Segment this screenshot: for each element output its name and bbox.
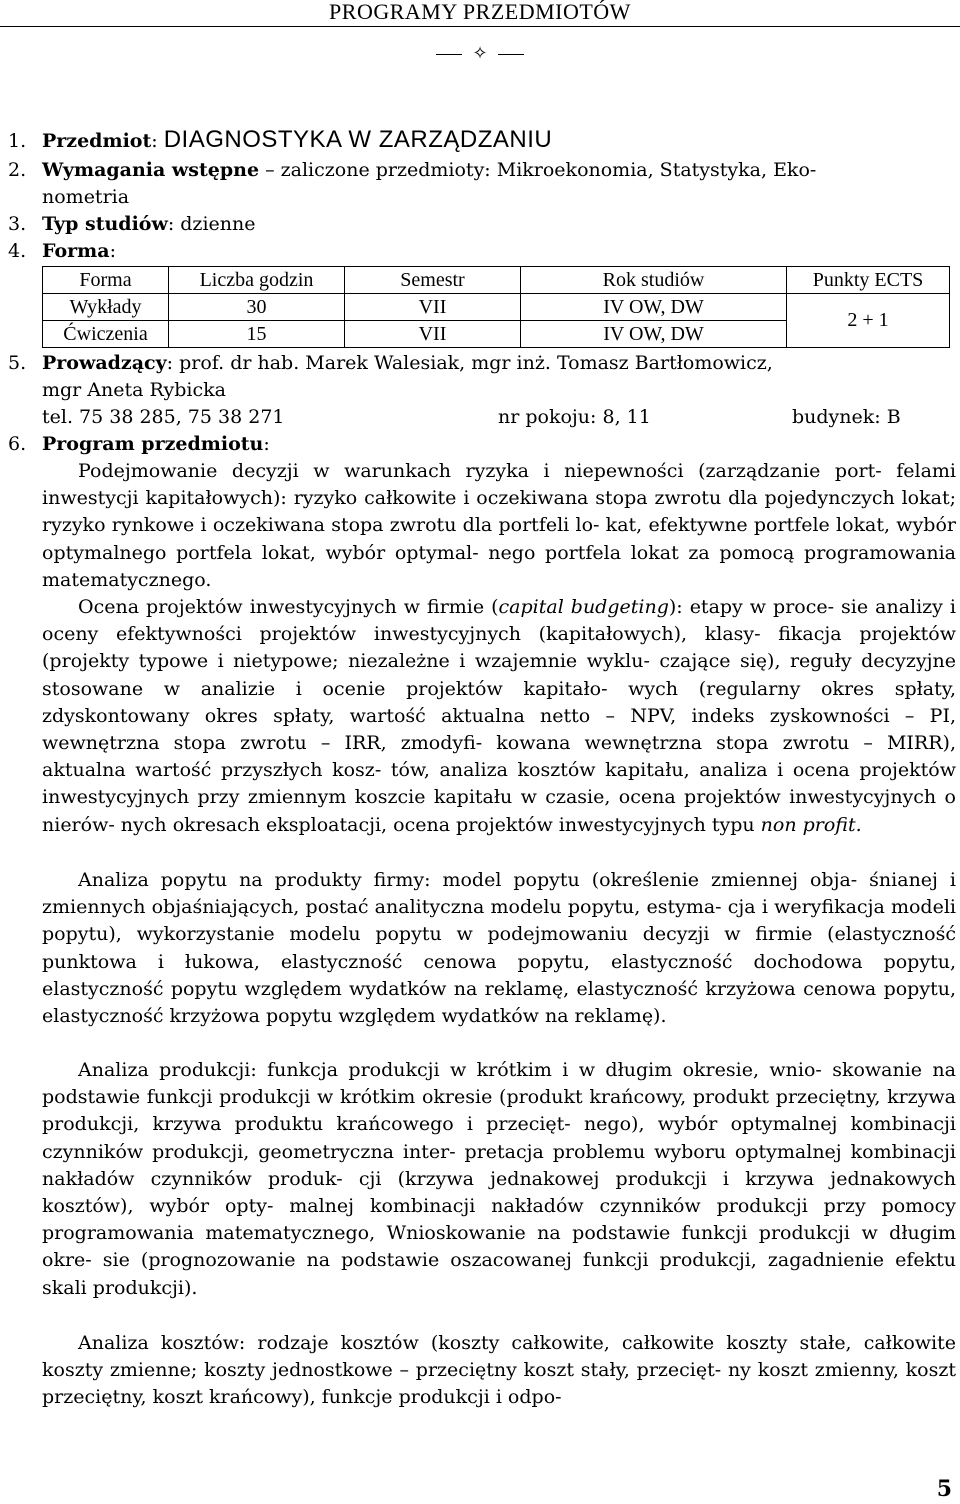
contact-phone: tel. 75 38 285, 75 38 271: [42, 406, 285, 428]
subject-title: DIAGNOSTYKA W ZARZĄDZANIU: [163, 126, 553, 153]
program-paragraph-costs: Analiza kosztów: rodzaje kosztów (koszty całkowite, całkowite koszty stałe, całkowite koszty zmienne; koszty jednostkowe – przeciętny koszt stały, przecięt- ny koszt zmienny, koszt przeciętny, koszt krańcowy), funkcje produkcji i odpo-: [42, 1332, 956, 1409]
program-paragraph-demand: Analiza popytu na produkty firmy: model popytu (określenie zmiennej obja- śnianej i zmiennych objaśniających, postać analityczna modelu popytu, estyma- cja i weryfikacja modeli popytu), wykorzystanie modelu popytu w podejmowaniu decyzji w firmie (elastyczność punktowa i łukowa, elastyczność cenowa popytu, elastyczność dochodowa popytu, elastyczność popytu względem wydatków na reklamę, elastyczność krzyżowa cenowa popytu, elastyczność krzyżowa popytu względem wydatków na reklamę).: [42, 869, 956, 1028]
item-forma: 4. Forma:: [8, 238, 116, 265]
item-typ-studiow: 3. Typ studiów: dzienne: [8, 211, 255, 238]
paragraph-italic-term: capital budgeting: [498, 596, 669, 618]
item-value: – zaliczone przedmioty: Mikroekonomia, Statystyka, Eko-: [265, 159, 817, 181]
item-label: Forma: [42, 240, 110, 262]
table-header-row: [43, 267, 950, 294]
item-label: Wymagania wstępne: [42, 159, 260, 181]
table-cell: Wykłady: [43, 294, 169, 321]
table-cell: VII: [345, 321, 521, 348]
item-przedmiot: 1. Przedmiot: DIAGNOSTYKA W ZARZĄDZANIU: [8, 126, 553, 153]
item-label: Program przedmiotu: [42, 433, 264, 455]
table-cell: 15: [169, 321, 345, 348]
item-prowadzacy-continued: mgr Aneta Rybicka: [42, 379, 226, 401]
table-cell: IV OW, DW: [521, 321, 787, 348]
item-number: 3.: [8, 213, 27, 235]
item-label: Przedmiot: [42, 130, 152, 152]
item-number: 1.: [8, 130, 27, 152]
table-row: [43, 294, 950, 321]
item-program: 6. Program przedmiotu:: [8, 431, 270, 458]
ornament-star-icon: ✧: [472, 43, 488, 64]
table-header-cell: Punkty ECTS: [787, 267, 950, 294]
program-paragraph-capital-budgeting: [42, 594, 956, 839]
page-number: 5: [936, 1476, 952, 1502]
ornament-left-line: [436, 54, 462, 55]
contact-room: nr pokoju: 8, 11: [498, 406, 651, 428]
program-paragraph-portfolio: Podejmowanie decyzji w warunkach ryzyka i niepewności (zarządzanie port- felami inwestycji kapitałowych): ryzyko całkowite i oczekiwana stopa zwrotu dla pojedynczych lokat; ryzyko rynkowe i oczekiwana stopa zwrotu dla portfeli lo- kat, efektywne portfele lokat, wybór optymalnego portfela lokat, wybór optymal- nego portfela lokat za pomocą programowania matematycznego.: [42, 460, 956, 591]
ornament-divider: [0, 44, 960, 64]
table-header-cell: Forma: [43, 267, 169, 294]
table-header-cell: Semestr: [345, 267, 521, 294]
paragraph-text: ): etapy w proce- sie analizy i oceny efektywności projektów inwestycyjnych (kapitałowych), klasy- fikacja projektów (projekty typowe i nietypowe; niezależne i wzajemnie wyklu- czające się), reguły decyzyjne stosowane w analizie i ocenie projektów kapitało- wych (regularny okres spłaty, zdyskontowany okres spłaty, wartość aktualna netto – NPV, indeks zyskowności – PI, wewnętrzna stopa zwrotu – IRR, zmodyfi- kowana wewnętrzna stopa zwrotu – MIRR), aktualna wartość przyszłych kosz- tów, analiza kosztów kapitału, analiza i ocena projektów inwestycyjnych przy zmiennym koszcie kapitału w czasie, ocena projektów inwestycyjnych o nierów- nych okresach eksploatacji, ocena projektów inwestycyjnych typu: [42, 596, 956, 836]
item-label: Typ studiów: [42, 213, 168, 235]
table-cell: 30: [169, 294, 345, 321]
item-value: dzienne: [180, 213, 256, 235]
item-number: 5.: [8, 352, 27, 374]
paragraph-italic-term: non profit.: [760, 813, 862, 836]
forma-table: [42, 266, 950, 348]
running-header: PROGRAMY PRZEDMIOTÓW: [329, 0, 631, 24]
item-wymagania-continued: nometria: [42, 186, 130, 208]
ornament-right-line: [498, 54, 524, 55]
program-paragraph-production: Analiza produkcji: funkcja produkcji w krótkim i w długim okresie, wnio- skowanie na podstawie funkcji produkcji w krótkim okresie (produkt krańcowy, produkt przeciętny, krzywa produkcji, krzywa produktu krańcowego i przecięt- nego), wybór optymalnej kombinacji czynników produkcji, geometryczna inter- pretacja problemu wyboru optymalnej kombinacji nakładów czynników produk- cji (krzywa jednakowej produkcji i krzywa jednakowych kosztów), wybór opty- malnej kombinacji nakładów czynników produkcji przy pomocy programowania matematycznego, Wnioskowanie na podstawie funkcji produkcji w długim okre- sie (prognozowanie na podstawie oszacowanej funkcji produkcji, zagadnienie efektu skali produkcji).: [42, 1059, 956, 1299]
item-prowadzacy: 5. Prowadzący: prof. dr hab. Marek Walesiak, mgr inż. Tomasz Bartłomowicz,: [8, 350, 773, 377]
item-label: Prowadzący: [42, 352, 167, 374]
table-header-cell: Rok studiów: [521, 267, 787, 294]
item-number: 2.: [8, 159, 27, 181]
item-wymagania: [8, 157, 816, 184]
item-value: prof. dr hab. Marek Walesiak, mgr inż. Tomasz Bartłomowicz,: [179, 352, 773, 374]
header-rule: [0, 26, 960, 27]
table-cell: VII: [345, 294, 521, 321]
paragraph-text: Ocena projektów inwestycyjnych w firmie (: [78, 596, 499, 618]
table-cell: Ćwiczenia: [43, 321, 169, 348]
table-header-cell: Liczba godzin: [169, 267, 345, 294]
contact-building: budynek: B: [792, 406, 901, 428]
item-number: 4.: [8, 240, 27, 262]
table-cell: IV OW, DW: [521, 294, 787, 321]
item-number: 6.: [8, 433, 27, 455]
ects-cell: 2 + 1: [787, 294, 950, 348]
